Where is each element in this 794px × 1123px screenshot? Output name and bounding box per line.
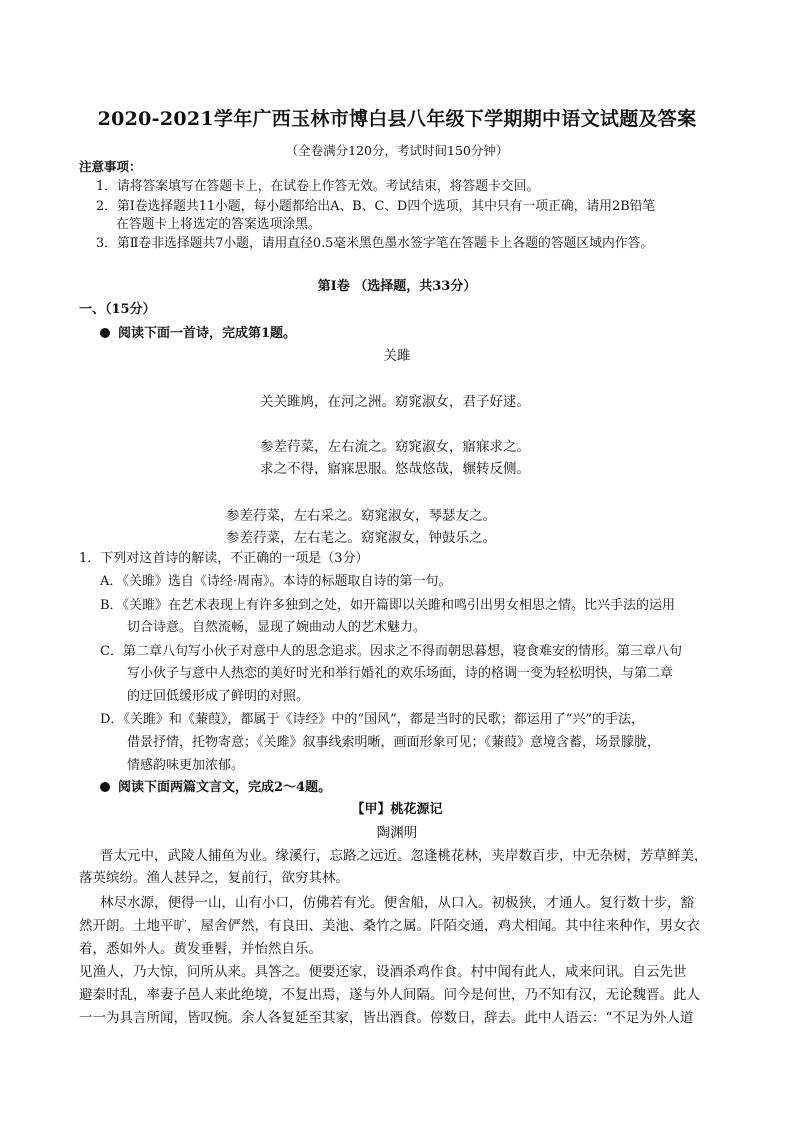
text-title: 【甲】桃花源记 [351, 802, 443, 817]
notice-heading: 注意事项： [79, 159, 142, 174]
option-c-continuation: 的迂回低缓形成了鲜明的对照。 [127, 689, 310, 704]
poem-line: 参差荇菜，左右芼之。窈窕淑女，钟鼓乐之。 [226, 530, 496, 546]
poem-line: 求之不得，寤寐思服。悠哉悠哉，辗转反侧。 [260, 461, 530, 477]
option-b-continuation: 切合诗意。自然流畅，显现了婉曲动人的艺术魅力。 [127, 620, 427, 635]
question-stem: 1．下列对这首诗的解读，不正确的一项是（3分） [79, 551, 369, 566]
notice-item: 2．第Ⅰ卷选择题共11小题，每小题都给出A、B、C、D四个选项，其中只有一项正确，请用2B铅笔 [96, 199, 656, 214]
passage-line: 见渔人，乃大惊，问所从来。具答之。便要还家，设酒杀鸡作食。村中闻有此人，咸来问讯。自云先世 [79, 964, 687, 980]
passage-line: 避秦时乱，率妻子邑人来此绝境，不复出焉，遂与外人间隔。问今是何世，乃不知有汉，无论魏晋。此人 [79, 987, 700, 1003]
part-heading: 第Ⅰ卷 （选择题，共33分） [317, 279, 477, 294]
passage-line: 然开朗。土地平旷，屋舍俨然，有良田、美池、桑竹之属。阡陌交通，鸡犬相闻。其中往来种作，男女衣 [79, 918, 700, 934]
poem-line: 参差荇菜，左右流之。窈窕淑女，寤寐求之。 [260, 439, 530, 455]
exam-info: （全卷满分120分，考试时间150分钟） [285, 143, 509, 158]
notice-item: 1．请将答案填写在答题卡上，在试卷上作答无效。考试结束，将答题卡交回。 [96, 179, 540, 194]
bullet-icon [100, 328, 110, 338]
option-d: D．《关雎》和《蒹葭》，都属于《诗经》中的“国风”，都是当时的民歌；都运用了“兴”的手法， [100, 712, 645, 727]
reading-instruction: 阅读下面一首诗，完成第1题。 [100, 325, 296, 343]
bullet-icon [100, 782, 110, 792]
option-a: A．《关雎》选自《诗经·周南》。本诗的标题取自诗的第一句。 [100, 574, 452, 589]
document-title: 2020-2021学年广西玉林市博白县八年级下学期期中语文试题及答案 [97, 108, 697, 130]
passage-line: 着，悉如外人。黄发垂髫，并怡然自乐。 [79, 941, 322, 957]
passage-line: 落英缤纷。渔人甚异之，复前行，欲穷其林。 [79, 870, 349, 886]
option-c-continuation: 写小伙子与意中人热恋的美好时光和举行婚礼的欢乐场面，诗的格调一变为轻松明快，与第二章 [127, 666, 674, 681]
passage-line: 林尽水源，便得一山，山有小口，仿佛若有光。便舍船，从口入。初极狭，才通人。复行数十步，豁 [100, 895, 694, 911]
text-author: 陶渊明 [376, 825, 418, 841]
poem-line: 参差荇菜，左右采之。窈窕淑女，琴瑟友之。 [226, 508, 496, 524]
option-c: C．第二章八句写小伙子对意中人的思念追求。因求之不得而朝思暮想，寝食难安的情形。第三章八句 [100, 644, 682, 659]
poem-title: 关雎 [383, 348, 411, 364]
reading-instruction: 阅读下面两篇文言文，完成2～4题。 [100, 779, 331, 797]
option-d-continuation: 借景抒情，托物寄意；《关雎》叙事线索明晰，画面形象可见；《蒹葭》意境含蓄，场景朦胧， [127, 735, 661, 750]
notice-item-continuation: 在答题卡上将选定的答案选项涂黑。 [116, 217, 321, 232]
option-b: B．《关雎》在艺术表现上有许多独到之处，如开篇即以关雎和鸣引出男女相思之情。比兴手法的运用 [100, 598, 676, 613]
passage-line: 晋太元中，武陵人捕鱼为业。缘溪行，忘路之远近。忽逢桃花林，夹岸数百步，中无杂树，芳草鲜美， [100, 848, 708, 864]
notice-item: 3．第Ⅱ卷非选择题共7小题，请用直径0.5毫米黑色墨水签字笔在答题卡上各题的答题区域内作答。 [96, 236, 654, 251]
poem-line: 关关雎鸠，在河之洲。窈窕淑女，君子好逑。 [260, 394, 530, 410]
passage-line: 一一为具言所闻，皆叹惋。余人各复延至其家，皆出酒食。停数日，辞去。此中人语云：“不足为外人道 [79, 1010, 694, 1026]
section-label: 一、（15分） [79, 302, 156, 317]
option-d-continuation: 情感韵味更加浓郁。 [127, 758, 245, 773]
